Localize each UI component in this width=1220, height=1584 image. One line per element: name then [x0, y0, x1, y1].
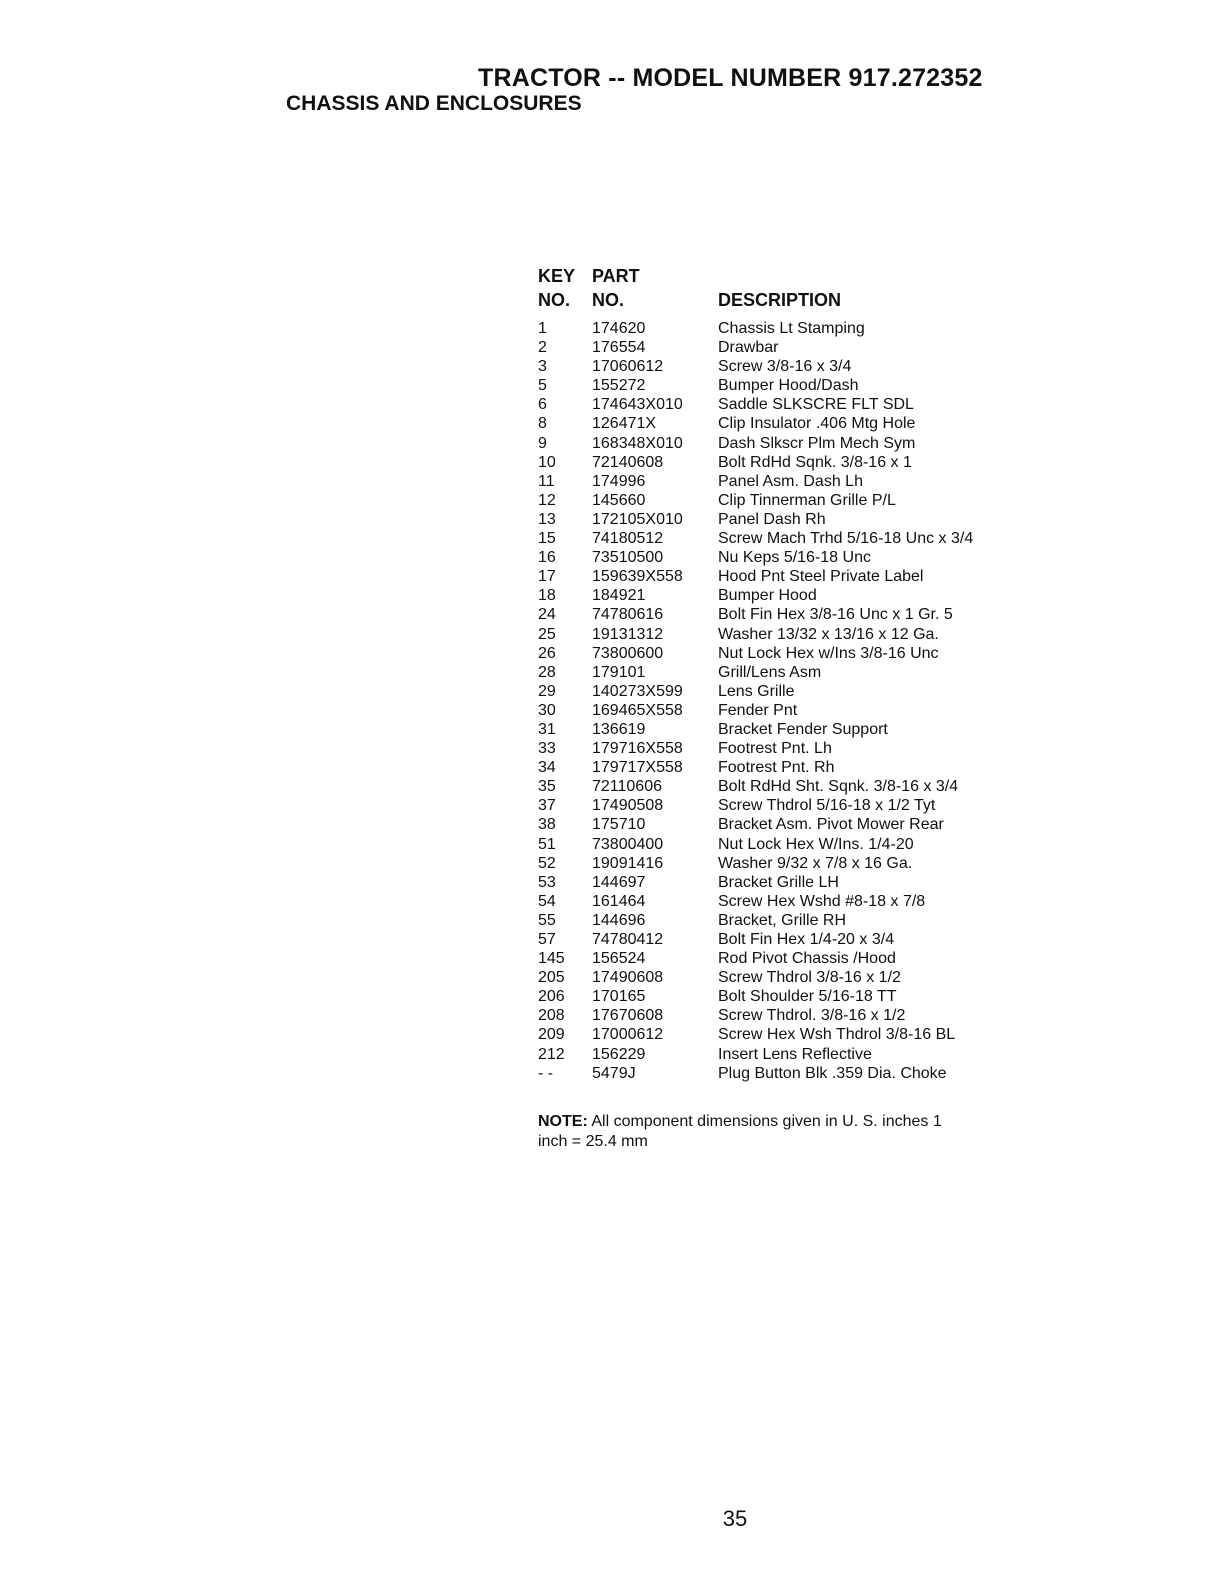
key-number: 34	[538, 759, 556, 777]
part-description: Screw 3/8-16 x 3/4	[718, 358, 852, 376]
part-description: Clip Tinnerman Grille P/L	[718, 491, 896, 509]
part-number: 73510500	[592, 549, 664, 567]
part-number: 17670608	[592, 1007, 664, 1025]
part-number: 155272	[592, 377, 646, 395]
key-number: 53	[538, 873, 556, 891]
table-row	[538, 376, 1018, 395]
key-number: 10	[538, 453, 556, 471]
header-key-line1: KEY	[538, 266, 576, 286]
table-row	[538, 682, 1018, 701]
key-number: 51	[538, 835, 556, 853]
key-number: 13	[538, 510, 556, 528]
part-description: Grill/Lens Asm	[718, 663, 822, 681]
part-description: Nu Keps 5/16-18 Unc	[718, 549, 871, 567]
key-number: 35	[538, 778, 556, 796]
part-description: Fender Pnt	[718, 701, 798, 719]
table-row	[538, 815, 1018, 834]
key-number: 33	[538, 740, 556, 758]
table-row	[538, 1064, 1018, 1083]
key-number: 24	[538, 606, 556, 624]
table-row	[538, 434, 1018, 453]
part-description: Lens Grille	[718, 682, 795, 700]
part-number: 73800600	[592, 644, 664, 662]
part-number: 169465X558	[592, 701, 683, 719]
key-number: 208	[538, 1007, 565, 1025]
part-description: Bracket Fender Support	[718, 720, 888, 738]
part-number: 184921	[592, 587, 646, 605]
part-number: 179716X558	[592, 740, 683, 758]
key-number: 16	[538, 549, 556, 567]
table-row	[538, 930, 1018, 949]
part-description: Chassis Lt Stamping	[718, 320, 865, 337]
part-number: 174643X010	[592, 396, 683, 414]
part-number: 17490508	[592, 797, 664, 815]
key-number: 25	[538, 625, 556, 643]
part-number: 175710	[592, 816, 646, 834]
table-row	[538, 395, 1018, 414]
header-key-line2: NO.	[538, 290, 571, 310]
key-number: 8	[538, 415, 547, 433]
part-description: Clip Insulator .406 Mtg Hole	[718, 415, 916, 433]
table-row	[538, 777, 1018, 796]
table-row	[538, 854, 1018, 873]
part-number: 179101	[592, 663, 646, 681]
key-number: 28	[538, 663, 556, 681]
key-number: 9	[538, 434, 547, 452]
table-row	[538, 835, 1018, 854]
parts-table	[538, 266, 1018, 1083]
table-row	[538, 701, 1018, 720]
table-row	[538, 472, 1018, 491]
part-description: Drawbar	[718, 339, 779, 357]
part-description: Bracket Asm. Pivot Mower Rear	[718, 816, 944, 834]
key-number: 30	[538, 701, 556, 719]
part-description: Screw Thdrol. 3/8-16 x 1/2	[718, 1007, 906, 1025]
part-number: 19091416	[592, 854, 664, 872]
table-row	[538, 605, 1018, 624]
part-number: 74780412	[592, 931, 664, 948]
part-number: 159639X558	[592, 568, 683, 586]
part-description: Bolt Fin Hex 1/4-20 x 3/4	[718, 931, 895, 948]
part-number: 172105X010	[592, 510, 683, 528]
part-description: Screw Thdrol 3/8-16 x 1/2	[718, 969, 901, 987]
part-number: 73800400	[592, 835, 664, 853]
part-number: 179717X558	[592, 759, 683, 777]
table-row	[538, 567, 1018, 586]
header-part-line2: NO.	[592, 290, 625, 310]
note-text: All component dimensions given in U. S. inches 1 inch = 25.4 mm	[538, 1113, 942, 1150]
part-description: Footrest Pnt. Lh	[718, 740, 832, 758]
section-subtitle: CHASSIS AND ENCLOSURES	[286, 92, 582, 115]
part-description: Rod Pivot Chassis /Hood	[718, 950, 896, 968]
table-row	[538, 758, 1018, 777]
table-row	[538, 414, 1018, 433]
key-number: 3	[538, 358, 547, 376]
part-description: Washer 9/32 x 7/8 x 16 Ga.	[718, 854, 913, 872]
table-row	[538, 1045, 1018, 1064]
key-number: 145	[538, 950, 565, 968]
part-description: Saddle SLKSCRE FLT SDL	[718, 396, 914, 414]
key-number: 5	[538, 377, 547, 395]
part-number: 156524	[592, 950, 646, 968]
part-description: Bumper Hood/Dash	[718, 377, 859, 395]
header-description: DESCRIPTION	[718, 290, 842, 310]
table-row	[538, 453, 1018, 472]
key-number: 17	[538, 568, 556, 586]
part-number: 72140608	[592, 453, 664, 471]
part-number: 136619	[592, 720, 646, 738]
part-number: 144696	[592, 911, 646, 929]
key-number: 29	[538, 682, 556, 700]
note-label: NOTE:	[538, 1113, 588, 1130]
part-description: Bolt RdHd Sht. Sqnk. 3/8-16 x 3/4	[718, 778, 959, 796]
table-row	[538, 968, 1018, 987]
part-number: 74180512	[592, 530, 664, 548]
part-number: 19131312	[592, 625, 664, 643]
part-number: 126471X	[592, 415, 657, 433]
key-number: 209	[538, 1026, 565, 1044]
table-row	[538, 644, 1018, 663]
part-description: Panel Asm. Dash Lh	[718, 472, 863, 490]
key-number: 12	[538, 491, 556, 509]
part-number: 174620	[592, 320, 646, 337]
part-description: Nut Lock Hex W/Ins. 1/4-20	[718, 835, 914, 853]
part-description: Bolt RdHd Sqnk. 3/8-16 x 1	[718, 453, 912, 471]
table-row	[538, 873, 1018, 892]
table-row	[538, 892, 1018, 911]
key-number: 52	[538, 854, 556, 872]
table-row	[538, 987, 1018, 1006]
key-number: 57	[538, 931, 556, 948]
part-number: 161464	[592, 892, 646, 910]
table-row	[538, 663, 1018, 682]
part-description: Washer 13/32 x 13/16 x 12 Ga.	[718, 625, 939, 643]
part-description: Footrest Pnt. Rh	[718, 759, 835, 777]
part-number: 140273X599	[592, 682, 683, 700]
key-number: 6	[538, 396, 547, 414]
part-number: 72110606	[592, 778, 662, 796]
key-number: 11	[538, 472, 555, 490]
key-number: 55	[538, 911, 556, 929]
part-description: Screw Hex Wsh Thdrol 3/8-16 BL	[718, 1026, 956, 1044]
part-description: Panel Dash Rh	[718, 510, 826, 528]
part-number: 17060612	[592, 358, 664, 376]
part-number: 145660	[592, 491, 646, 509]
key-number: 38	[538, 816, 556, 834]
table-row	[538, 949, 1018, 968]
part-number: 176554	[592, 339, 646, 357]
part-number: 156229	[592, 1045, 646, 1063]
part-description: Plug Button Blk .359 Dia. Choke	[718, 1064, 947, 1082]
parts-table-header	[538, 266, 1018, 316]
key-number: 37	[538, 797, 556, 815]
table-row	[538, 739, 1018, 758]
table-row	[538, 357, 1018, 376]
part-number: 74780616	[592, 606, 664, 624]
key-number: 1	[538, 320, 547, 337]
part-description: Bolt Shoulder 5/16-18 TT	[718, 988, 897, 1006]
key-number: 205	[538, 969, 565, 987]
key-number: 206	[538, 988, 565, 1006]
table-row	[538, 911, 1018, 930]
table-row	[538, 529, 1018, 548]
part-description: Bolt Fin Hex 3/8-16 Unc x 1 Gr. 5	[718, 606, 953, 624]
part-number: 168348X010	[592, 434, 683, 452]
key-number: 15	[538, 530, 556, 548]
table-row	[538, 319, 1018, 338]
part-number: 144697	[592, 873, 646, 891]
part-description: Bracket Grille LH	[718, 873, 839, 891]
part-description: Screw Hex Wshd #8-18 x 7/8	[718, 892, 926, 910]
part-description: Bumper Hood	[718, 587, 817, 605]
note	[538, 1112, 958, 1152]
key-number: 212	[538, 1045, 565, 1063]
part-description: Screw Mach Trhd 5/16-18 Unc x 3/4	[718, 530, 974, 548]
table-row	[538, 1025, 1018, 1044]
table-row	[538, 548, 1018, 567]
part-number: 17000612	[592, 1026, 664, 1044]
table-row	[538, 796, 1018, 815]
table-row	[538, 625, 1018, 644]
key-number: - -	[538, 1064, 554, 1082]
header-part-line1: PART	[592, 266, 640, 286]
page-number: 35	[722, 1506, 748, 1531]
part-number: 17490608	[592, 969, 664, 987]
part-description: Dash Slkscr Plm Mech Sym	[718, 434, 916, 452]
part-description: Hood Pnt Steel Private Label	[718, 568, 924, 586]
parts-table-body	[538, 319, 1018, 1083]
page-title: TRACTOR -- MODEL NUMBER 917.272352	[478, 64, 983, 92]
table-row	[538, 586, 1018, 605]
part-number: 5479J	[592, 1064, 636, 1082]
table-row	[538, 720, 1018, 739]
key-number: 31	[538, 720, 556, 738]
part-description: Screw Thdrol 5/16-18 x 1/2 Tyt	[718, 797, 936, 815]
part-description: Nut Lock Hex w/Ins 3/8-16 Unc	[718, 644, 939, 662]
table-row	[538, 491, 1018, 510]
part-number: 170165	[592, 988, 646, 1006]
key-number: 18	[538, 587, 556, 605]
key-number: 54	[538, 892, 556, 910]
part-number: 174996	[592, 472, 646, 490]
table-row	[538, 510, 1018, 529]
part-description: Insert Lens Reflective	[718, 1045, 872, 1063]
key-number: 26	[538, 644, 556, 662]
key-number: 2	[538, 339, 547, 357]
part-description: Bracket, Grille RH	[718, 911, 847, 929]
table-row	[538, 338, 1018, 357]
table-row	[538, 1006, 1018, 1025]
